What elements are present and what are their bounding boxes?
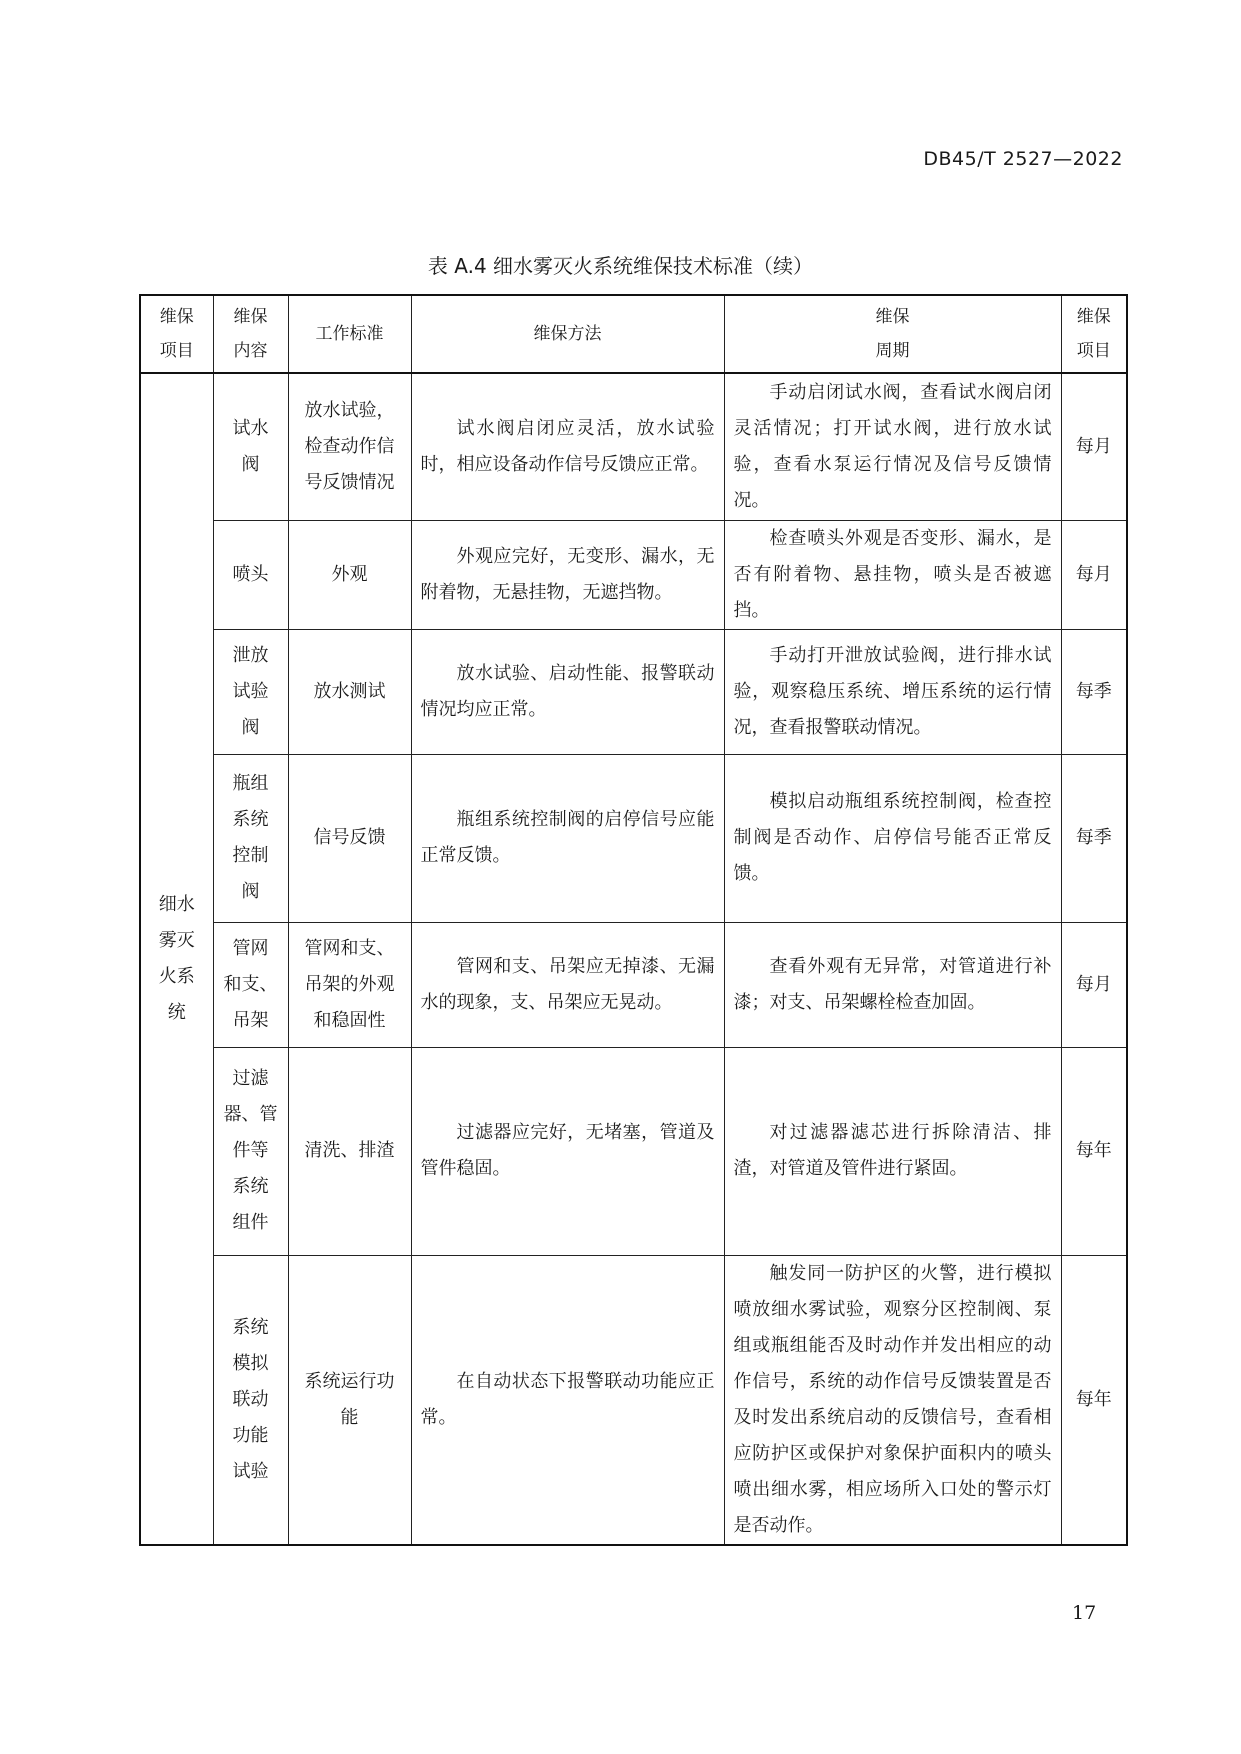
row-content: 瓶组 系统 控制 阀 [213, 754, 288, 922]
table-row [140, 629, 1127, 754]
table-row [140, 520, 1127, 629]
maintenance-standard-table [139, 294, 1128, 1546]
col-header-method: 维保方法 [411, 295, 724, 373]
row-period: 每季 [1061, 629, 1127, 754]
row-content: 过滤 器、管 件等 系统 组件 [213, 1047, 288, 1255]
col-header-content: 维保 内容 [213, 295, 288, 373]
group-label: 细水 雾灭 火系 统 [140, 373, 213, 1545]
row-period: 每年 [1061, 1255, 1127, 1545]
row-standard: 放水试验， 检查动作信 号反馈情况 [288, 373, 411, 520]
col-header-item: 维保 项目 [140, 295, 213, 373]
row-method: 过滤器应完好，无堵塞，管道及管件稳固。 [411, 1047, 724, 1255]
row-method: 试水阀启闭应灵活，放水试验时，相应设备动作信号反馈应正常。 [411, 373, 724, 520]
row-content: 泄放 试验 阀 [213, 629, 288, 754]
row-standard: 管网和支、 吊架的外观 和稳固性 [288, 922, 411, 1047]
row-standard: 清洗、排渣 [288, 1047, 411, 1255]
page-number: 17 [1072, 1602, 1097, 1624]
row-method: 管网和支、吊架应无掉漆、无漏水的现象，支、吊架应无晃动。 [411, 922, 724, 1047]
row-maintenance: 手动打开泄放试验阀，进行排水试验，观察稳压系统、增压系统的运行情况，查看报警联动情况。 [724, 629, 1061, 754]
row-content: 系统 模拟 联动 功能 试验 [213, 1255, 288, 1545]
row-standard: 信号反馈 [288, 754, 411, 922]
row-standard: 放水测试 [288, 629, 411, 754]
row-period: 每月 [1061, 373, 1127, 520]
row-content: 喷头 [213, 520, 288, 629]
col-header-item-2: 维保 项目 [1061, 295, 1127, 373]
row-maintenance: 触发同一防护区的火警，进行模拟喷放细水雾试验，观察分区控制阀、泵组或瓶组能否及时动作并发出相应的动作信号，系统的动作信号反馈装置是否及时发出系统启动的反馈信号，查看相应防护区或保护对象保护面积内的喷头喷出细水雾，相应场所入口处的警示灯是否动作。 [724, 1255, 1061, 1545]
row-maintenance: 对过滤器滤芯进行拆除清洁、排渣，对管道及管件进行紧固。 [724, 1047, 1061, 1255]
row-period: 每年 [1061, 1047, 1127, 1255]
document-code: DB45/T 2527—2022 [923, 148, 1123, 170]
table-row [140, 373, 1127, 520]
table-row [140, 922, 1127, 1047]
row-method: 放水试验、启动性能、报警联动情况均应正常。 [411, 629, 724, 754]
col-header-period: 维保 周期 [724, 295, 1061, 373]
col-header-standard: 工作标准 [288, 295, 411, 373]
row-period: 每月 [1061, 922, 1127, 1047]
row-period: 每季 [1061, 754, 1127, 922]
row-period: 每月 [1061, 520, 1127, 629]
row-content: 管网 和支、 吊架 [213, 922, 288, 1047]
row-maintenance: 检查喷头外观是否变形、漏水，是否有附着物、悬挂物，喷头是否被遮挡。 [724, 520, 1061, 629]
table-row [140, 1047, 1127, 1255]
row-method: 在自动状态下报警联动功能应正常。 [411, 1255, 724, 1545]
row-method: 瓶组系统控制阀的启停信号应能正常反馈。 [411, 754, 724, 922]
table-title: 表 A.4 细水雾灭火系统维保技术标准（续） [427, 254, 814, 278]
row-content: 试水 阀 [213, 373, 288, 520]
row-standard: 外观 [288, 520, 411, 629]
row-maintenance: 查看外观有无异常，对管道进行补漆；对支、吊架螺栓检查加固。 [724, 922, 1061, 1047]
row-standard: 系统运行功 能 [288, 1255, 411, 1545]
row-method: 外观应完好，无变形、漏水，无附着物，无悬挂物，无遮挡物。 [411, 520, 724, 629]
row-maintenance: 手动启闭试水阀，查看试水阀启闭灵活情况；打开试水阀，进行放水试验，查看水泵运行情况及信号反馈情况。 [724, 373, 1061, 520]
row-maintenance: 模拟启动瓶组系统控制阀，检查控制阀是否动作、启停信号能否正常反馈。 [724, 754, 1061, 922]
table-row [140, 1255, 1127, 1545]
table-row [140, 754, 1127, 922]
table-header-row [140, 295, 1127, 373]
